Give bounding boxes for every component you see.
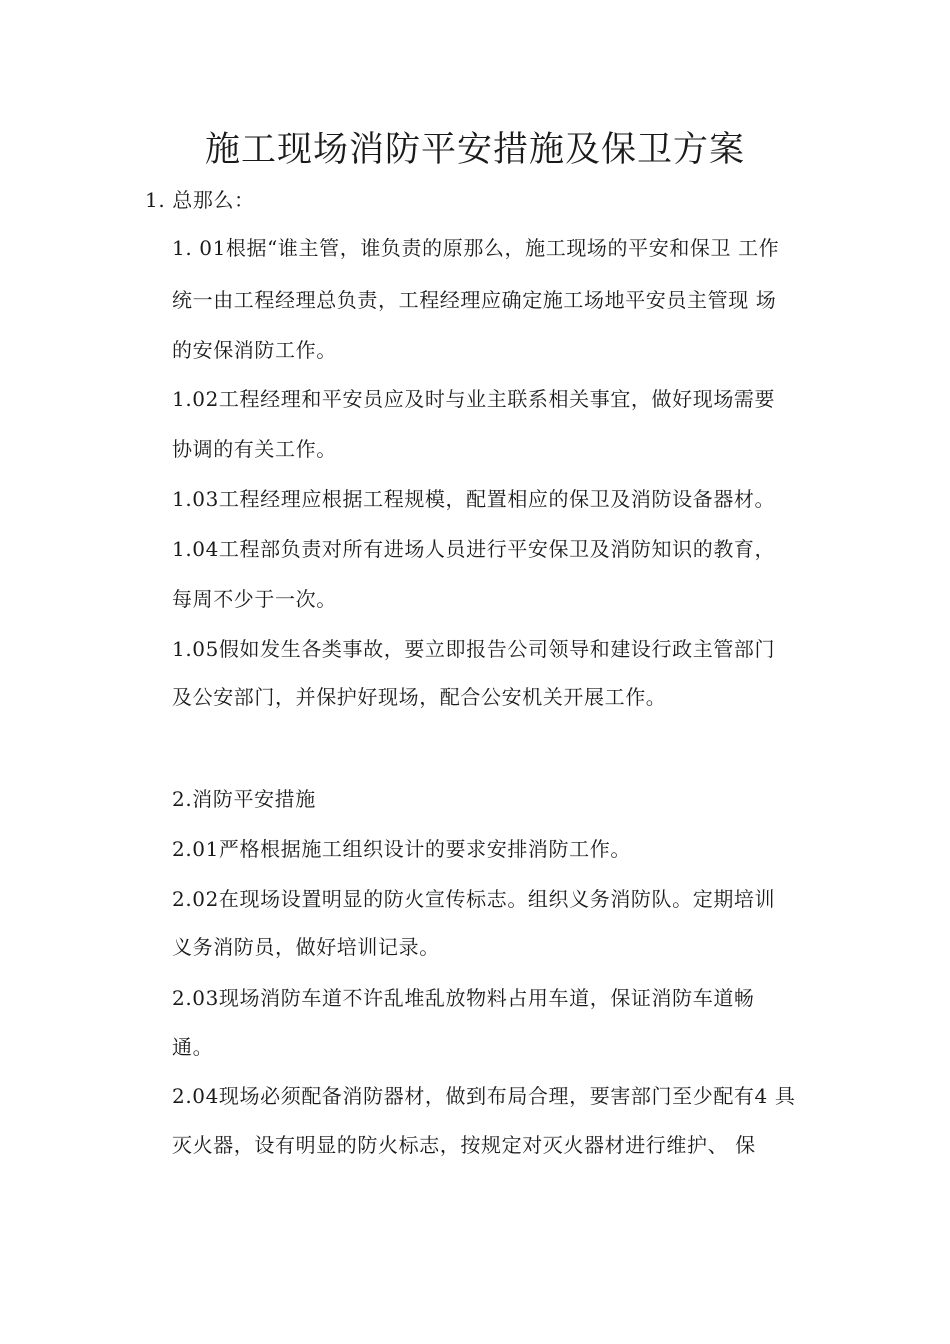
section-heading-fire-safety: 2.消防平安措施 (172, 787, 316, 811)
paragraph-line: 1.03工程经理应根据工程规模，配置相应的保卫及消防设备器材。 (172, 487, 776, 511)
paragraph-line: 义务消防员，做好培训记录。 (172, 935, 440, 959)
paragraph-line: 1.04工程部负责对所有进场人员进行平安保卫及消防知识的教育， (172, 537, 776, 561)
paragraph-line: 及公安部门，并保护好现场，配合公安机关开展工作。 (172, 685, 667, 709)
paragraph-line: 1. 01根据“谁主管，谁负责的原那么，施工现场的平安和保卫 工作 (172, 236, 780, 260)
paragraph-line: 统一由工程经理总负责，工程经理应确定施工场地平安员主管现 场 (172, 288, 777, 312)
section-heading-general: 1. 总那么： (145, 188, 255, 212)
paragraph-line: 协调的有关工作。 (172, 437, 337, 461)
paragraph-line: 的安保消防工作。 (172, 338, 337, 362)
paragraph-line: 2.02在现场设置明显的防火宣传标志。组织义务消防队。定期培训 (172, 887, 776, 911)
paragraph-line: 2.03现场消防车道不许乱堆乱放物料占用车道，保证消防车道畅 (172, 986, 755, 1010)
paragraph-line: 2.01严格根据施工组织设计的要求安排消防工作。 (172, 837, 631, 861)
paragraph-line: 1.02工程经理和平安员应及时与业主联系相关事宜，做好现场需要 (172, 387, 776, 411)
paragraph-line: 每周不少于一次。 (172, 587, 337, 611)
document-title: 施工现场消防平安措施及保卫方案 (204, 130, 745, 170)
paragraph-line: 1.05假如发生各类事故，要立即报告公司领导和建设行政主管部门 (172, 637, 776, 661)
paragraph-line: 通。 (172, 1035, 214, 1059)
paragraph-line: 灭火器，设有明显的防火标志，按规定对灭火器材进行维护、 保 (172, 1133, 756, 1157)
paragraph-line: 2.04现场必须配备消防器材，做到布局合理，要害部门至少配有4 具 (172, 1084, 796, 1108)
